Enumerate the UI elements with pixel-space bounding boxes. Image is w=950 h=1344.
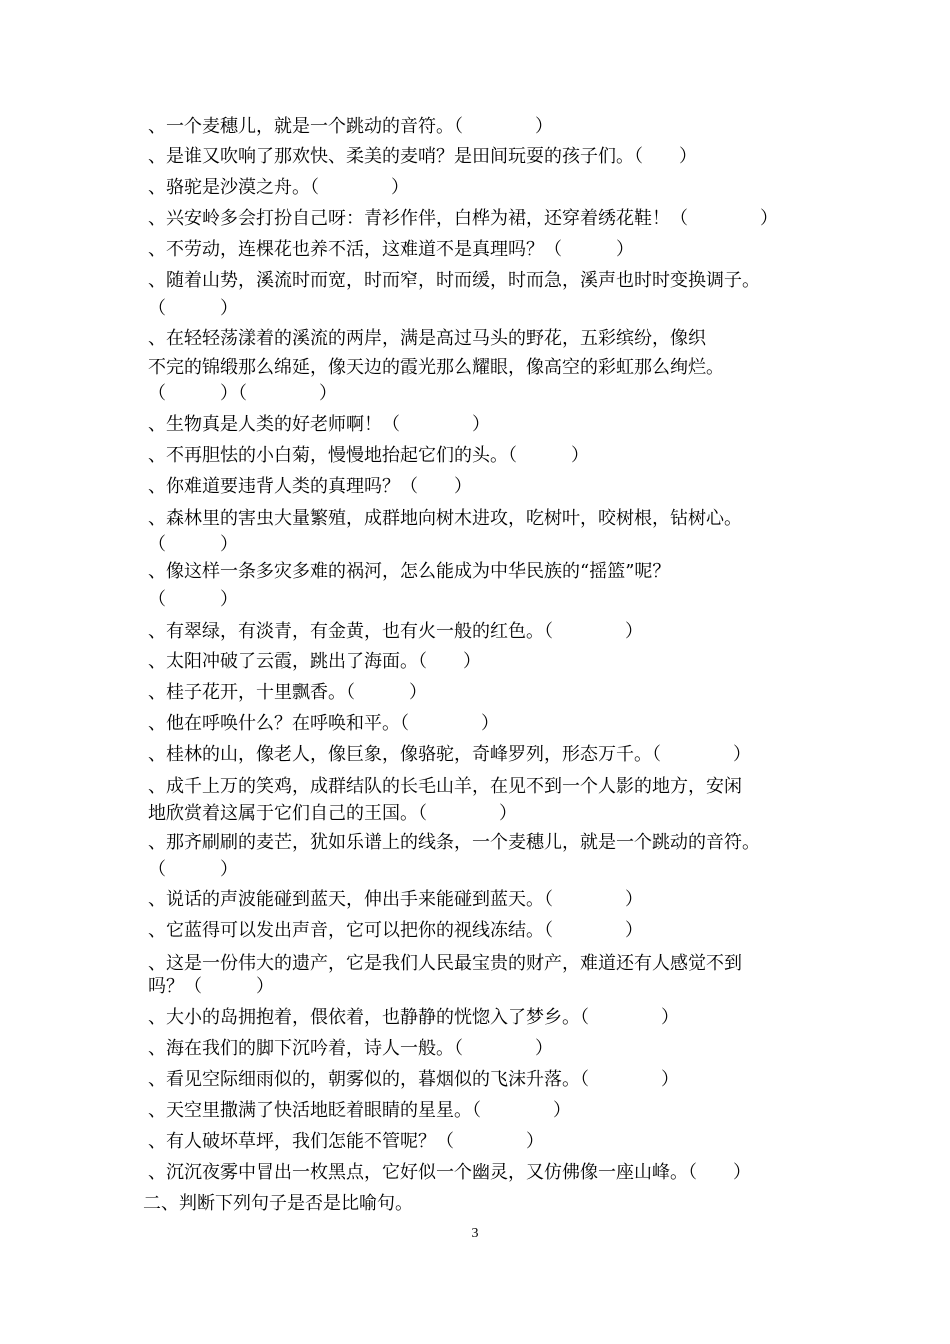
section-heading: 二、判断下列句子是否是比喻句。 xyxy=(143,1193,413,1214)
text-line: 、生物真是人类的好老师啊！（ ） xyxy=(148,414,490,435)
text-line: 、骆驼是沙漠之舟。（ ） xyxy=(148,177,409,198)
text-line: 、太阳冲破了云霞，跳出了海面。（ ） xyxy=(148,651,481,672)
text-line: 、有人破坏草坪，我们怎能不管呢？（ ） xyxy=(148,1131,544,1152)
text-line: 地欣赏着这属于它们自己的王国。（ ） xyxy=(148,803,517,824)
text-line: 、不再胆怯的小白菊，慢慢地抬起它们的头。（ ） xyxy=(148,445,589,466)
text-line: （ ） xyxy=(148,298,238,319)
text-line: 、海在我们的脚下沉吟着，诗人一般。（ ） xyxy=(148,1038,553,1059)
text-line: 、随着山势，溪流时而宽，时而窄，时而缓，时而急，溪声也时时变换调子。 xyxy=(148,270,760,291)
text-line: 、像这样一条多灾多难的祸河，怎么能成为中华民族的“摇篮”呢？ xyxy=(148,561,671,582)
text-line: 、他在呼唤什么？在呼唤和平。（ ） xyxy=(148,713,499,734)
text-line: 、一个麦穗儿，就是一个跳动的音符。（ ） xyxy=(148,116,553,137)
text-line: 不完的锦缎那么绵延，像天边的霞光那么耀眼，像高空的彩虹那么绚烂。 xyxy=(148,357,724,378)
text-line: 、它蓝得可以发出声音，它可以把你的视线冻结。（ ） xyxy=(148,920,643,941)
text-line: 、说话的声波能碰到蓝天，伸出手来能碰到蓝天。（ ） xyxy=(148,889,643,910)
text-line: （ ） xyxy=(148,534,238,555)
text-line: （ ） xyxy=(148,589,238,610)
text-line: （ ） xyxy=(148,859,238,880)
text-line: 、看见空际细雨似的，朝雾似的，暮烟似的飞沫升落。（ ） xyxy=(148,1069,679,1090)
text-line: 、这是一份伟大的遗产，它是我们人民最宝贵的财产，难道还有人感觉不到 xyxy=(148,953,742,974)
text-line: 、桂林的山，像老人，像巨象，像骆驼，奇峰罗列，形态万千。（ ） xyxy=(148,744,751,765)
text-line: 、不劳动，连棵花也养不活，这难道不是真理吗？（ ） xyxy=(148,239,634,260)
text-line: 、有翠绿，有淡青，有金黄，也有火一般的红色。（ ） xyxy=(148,621,643,642)
text-line: 、在轻轻荡漾着的溪流的两岸，满是高过马头的野花，五彩缤纷，像织 xyxy=(148,328,706,349)
text-line: （ ）（ ） xyxy=(148,383,337,404)
text-line: 、你难道要违背人类的真理吗？（ ） xyxy=(148,476,472,497)
text-line: 、天空里撒满了快活地眨着眼睛的星星。（ ） xyxy=(148,1100,571,1121)
text-line: 、是谁又吹响了那欢快、柔美的麦哨？是田间玩耍的孩子们。（ ） xyxy=(148,146,697,167)
text-line: 吗？（ ） xyxy=(148,976,274,997)
text-line: 、大小的岛拥抱着，偎依着，也静静的恍惚入了梦乡。（ ） xyxy=(148,1007,679,1028)
text-line: 、成千上万的笑鸡，成群结队的长毛山羊，在见不到一个人影的地方，安闲 xyxy=(148,776,742,797)
text-line: 、森林里的害虫大量繁殖，成群地向树木进攻，吃树叶，咬树根，钻树心。 xyxy=(148,508,742,529)
text-line: 、那齐刷刷的麦芒，犹如乐谱上的线条，一个麦穗儿，就是一个跳动的音符。 xyxy=(148,832,760,853)
page-number: 3 xyxy=(471,1226,479,1241)
text-line: 、兴安岭多会打扮自己呀：青衫作伴，白桦为裙，还穿着绣花鞋！（ ） xyxy=(148,208,778,229)
text-line: 、沉沉夜雾中冒出一枚黑点，它好似一个幽灵，又仿佛像一座山峰。（ ） xyxy=(148,1162,751,1183)
text-line: 、桂子花开，十里飘香。（ ） xyxy=(148,682,427,703)
